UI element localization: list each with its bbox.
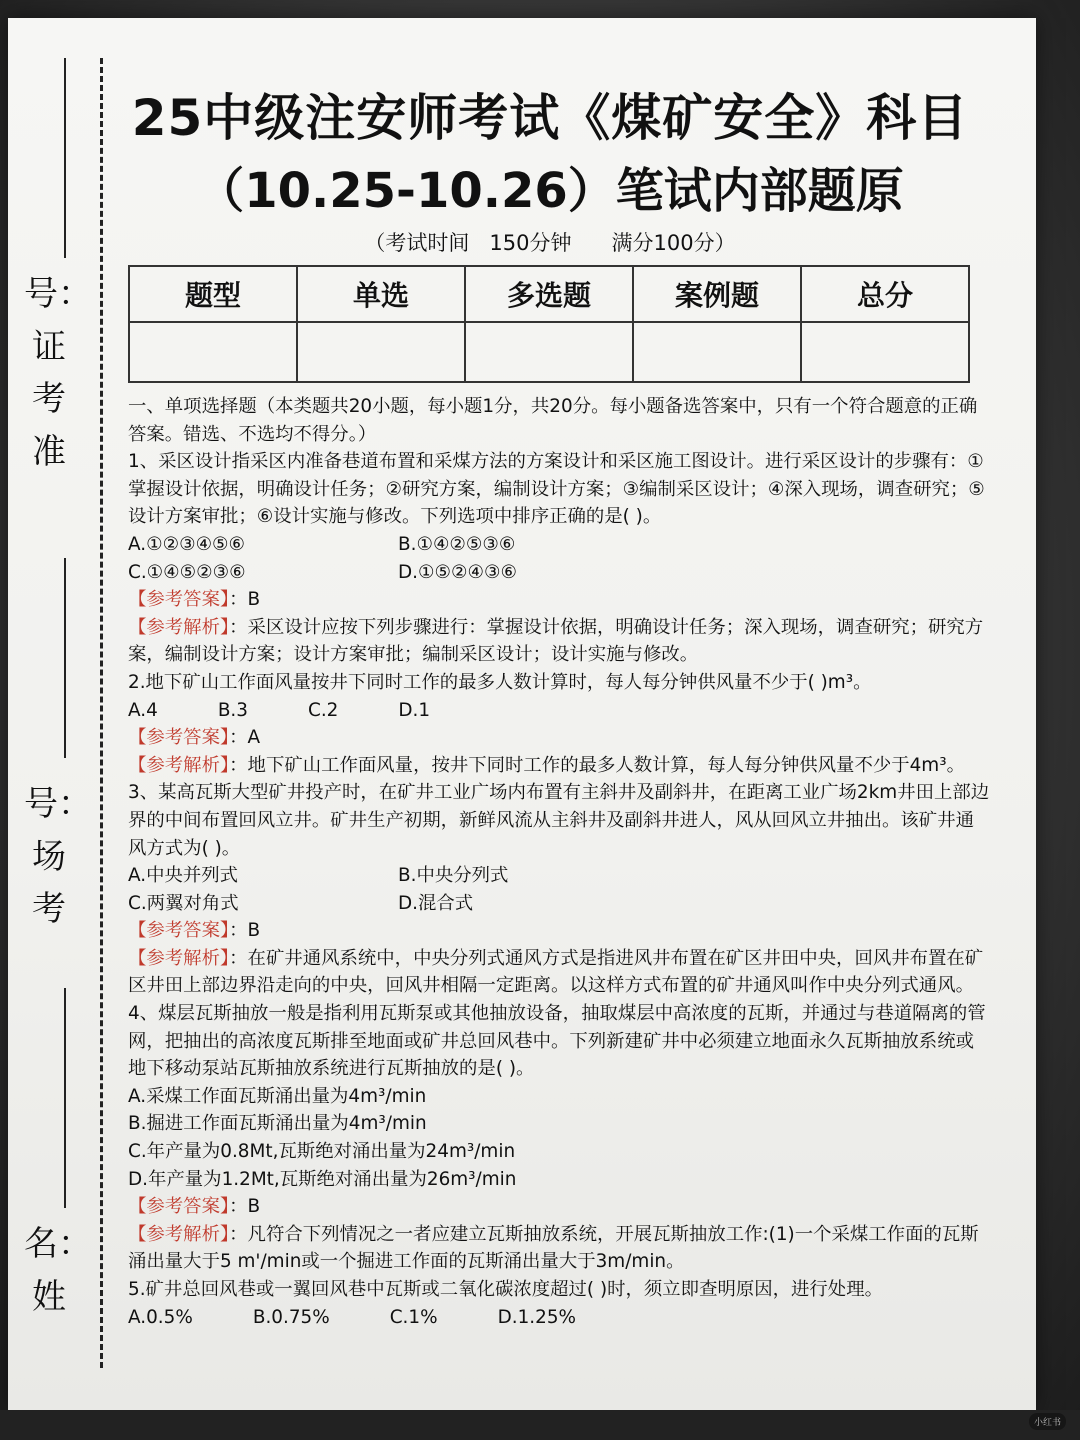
answer-line [128,586,990,614]
page-title: 25中级注安师考试《煤矿安全》科目 [131,89,969,147]
answer-value: ：B [229,589,261,611]
question-options [128,559,990,587]
name-label: 名： 姓 [24,1224,92,1317]
option: B.掘进工作面瓦斯涌出量为4m³/min [128,1113,427,1135]
option: C.2 [307,699,339,721]
question-options [128,1304,990,1332]
cut-line [100,58,103,1368]
option: C.①④⑤②③⑥ [128,561,246,583]
analysis-label: 【参考解析】 [128,754,230,776]
option: A.采煤工作面瓦斯涌出量为4m³/min [128,1085,427,1107]
option: C.两翼对角式 [128,892,239,914]
name-underline [64,988,66,1208]
question-options [128,862,990,890]
paper-content [110,78,990,1331]
option: D.年产量为1.2Mt,瓦斯绝对涌出量为26m³/min [128,1168,517,1190]
option: C.1% [389,1306,438,1328]
option: D.1 [398,699,431,721]
answer-label: 【参考答案】 [128,589,230,611]
exam-info: （考试时间 150分钟 满分100分） [364,231,736,255]
option: D.①⑤②④③⑥ [398,561,517,583]
room-label: 号： 场 考 [24,784,92,930]
analysis-line [128,1221,990,1276]
analysis-line [128,752,990,780]
question-stem: 2.地下矿山工作面风量按井下同时工作的最多人数计算时，每人每分钟供风量不少于( )m³。 [128,671,872,693]
answer-label: 【参考答案】 [128,727,230,749]
analysis-label: 【参考解析】 [128,616,230,638]
section-heading: 一、单项选择题（本类题共20小题，每小题1分，共20分。每小题备选答案中，只有一个符合题意的正确答案。错选、不选均不得分。） [128,396,978,445]
option: A.4 [128,699,158,721]
question-stem: 5.矿井总回风巷或一翼回风巷中瓦斯或二氧化碳浓度超过( )时，须立即查明原因，进行处理。 [128,1279,883,1300]
score-cell [297,322,465,382]
score-table-header: 案例题 [633,266,801,322]
score-table-header-row [129,266,969,322]
question-options [128,531,990,559]
analysis-text: ：采区设计应按下列步骤进行：掌握设计依据，明确设计任务；深入现场，调查研究；研究方案，编制设计方案；设计方案审批；编制采区设计；设计实施与修改。 [128,616,984,666]
question-list [110,393,990,1331]
option: B.0.75% [252,1306,330,1328]
question-stem: 1、采区设计指采区内准备巷道布置和采煤方法的方案设计和采区施工图设计。进行采区设计的步骤有：①掌握设计依据，明确设计任务；②研究方案，编制设计方案；③编制采区设计；④深入现场，调查研究；⑤设计方案审批；⑥设计实施与修改。下列选项中排序正确的是( )。 [128,451,985,528]
score-table [128,265,970,383]
question-stem: 4、煤层瓦斯抽放一般是指利用瓦斯泵或其他抽放设备，抽取煤层中高浓度的瓦斯，并通过与巷道隔离的管网，把抽出的高浓度瓦斯排至地面或矿井总回风巷中。下列新建矿井中必须建立地面永久瓦斯抽放系统或地下移动泵站瓦斯抽放系统进行瓦斯抽放的是( )。 [128,1003,986,1080]
option: C.年产量为0.8Mt,瓦斯绝对涌出量为24m³/min [128,1141,516,1163]
analysis-line [128,614,990,669]
option: B.①④②⑤③⑥ [398,533,516,555]
analysis-text: ：地下矿山工作面风量，按井下同时工作的最多人数计算，每人每分钟供风量不少于4m³。 [229,754,965,776]
exam-id-underline [64,58,66,258]
analysis-label: 【参考解析】 [128,1223,230,1245]
score-cell [801,322,969,382]
answer-value: ：A [229,727,261,749]
score-table-row [129,322,969,382]
room-underline [64,558,66,758]
analysis-label: 【参考解析】 [128,947,230,969]
question-options [128,697,990,725]
analysis-text: ：在矿井通风系统中，中央分列式通风方式是指进风井布置在矿区井田中央，回风井布置在矿区井田上部边界沿走向的中央，回风井相隔一定距离。以这样方式布置的矿井通风叫作中央分列式通风。 [128,947,984,997]
binding-strip [8,18,113,1410]
option: A.0.5% [128,1306,193,1328]
score-table-header: 单选 [297,266,465,322]
watermark: 小红书 [1029,1413,1066,1430]
option: B.3 [217,699,248,721]
answer-value: ：B [229,1196,261,1218]
score-table-header: 多选题 [465,266,633,322]
option: A.中央并列式 [128,865,239,887]
answer-label: 【参考答案】 [128,1196,230,1218]
exam-id-label: 号： 证 考 准 [24,274,92,473]
question-stem: 3、某高瓦斯大型矿井投产时，在矿井工业广场内布置有主斜井及副斜井，在距离工业广场2km井田上部边界的中间布置回风立井。矿井生产初期，新鲜风流从主斜井及副斜井进人，风从回风立井抽出。该矿井通风方式为( )。 [128,782,990,859]
option: A.①②③④⑤⑥ [128,533,246,555]
score-cell [129,322,297,382]
answer-line [128,724,990,752]
answer-line [128,1193,990,1221]
score-table-header: 题型 [129,266,297,322]
answer-line [128,917,990,945]
answer-value: ：B [229,920,261,942]
exam-paper [8,18,1036,1410]
analysis-line [128,945,990,1000]
score-table-header: 总分 [801,266,969,322]
option: D.1.25% [497,1306,577,1328]
score-cell [633,322,801,382]
option: B.中央分列式 [398,865,509,887]
analysis-text: ：凡符合下列情况之一者应建立瓦斯抽放系统，开展瓦斯抽放工作:(1)一个采煤工作面的瓦斯涌出量大于5 m'/min或一个掘进工作面的瓦斯涌出量大于3m/min。 [128,1223,979,1273]
score-cell [465,322,633,382]
answer-label: 【参考答案】 [128,920,230,942]
option: D.混合式 [398,892,474,914]
device-bezel [0,1410,1080,1440]
page-title-line2: （10.25-10.26）笔试内部题原 [196,163,904,219]
question-options [128,890,990,918]
